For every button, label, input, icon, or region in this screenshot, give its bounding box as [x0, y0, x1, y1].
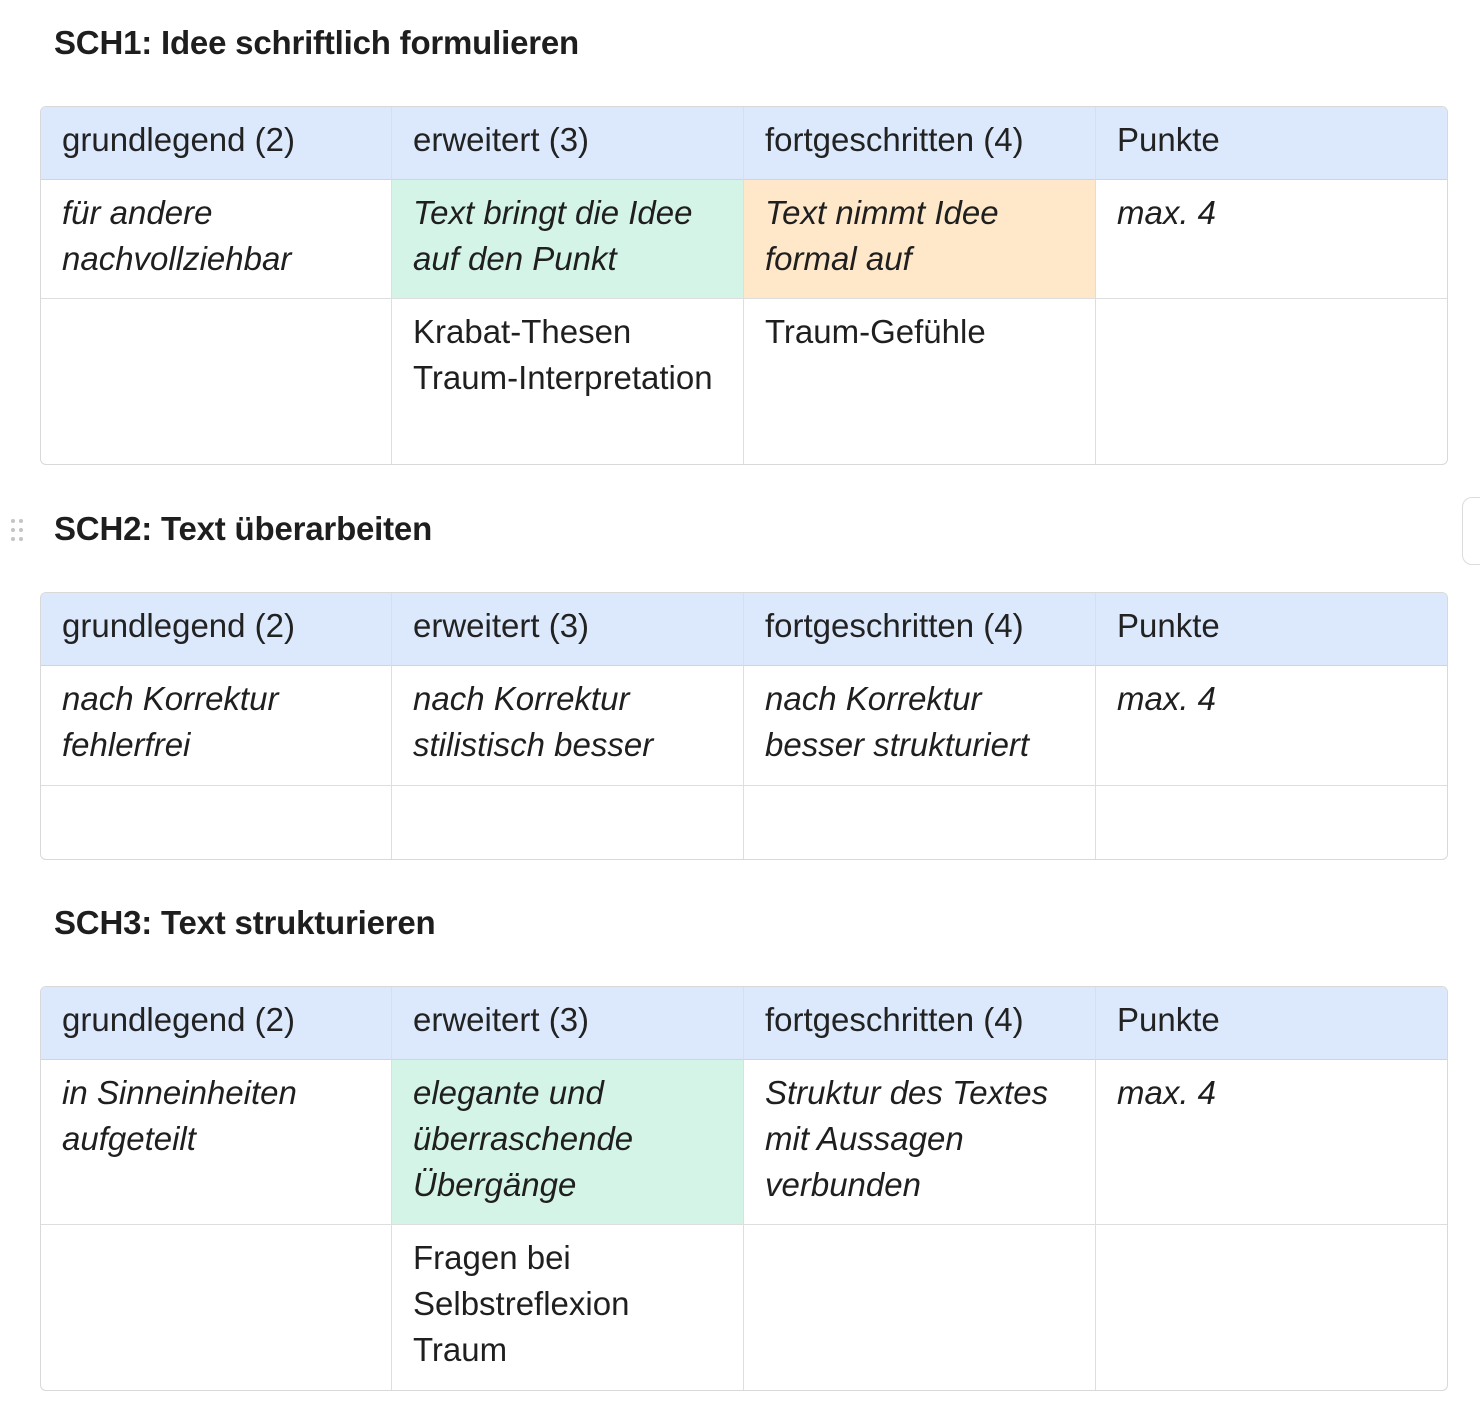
section-sch3	[40, 903, 1448, 1368]
rubric-table	[40, 592, 1448, 860]
table-row	[41, 666, 1447, 786]
criterion-extended[interactable]: nach Korrektur stilistisch besser	[392, 666, 744, 786]
note-points[interactable]	[1096, 1225, 1447, 1390]
side-panel-tab[interactable]	[1462, 497, 1480, 565]
note-basic[interactable]	[41, 1225, 392, 1390]
criterion-points[interactable]: max. 4	[1096, 1060, 1447, 1225]
criterion-extended[interactable]: elegante und überraschende Übergänge	[392, 1060, 744, 1225]
criterion-points[interactable]: max. 4	[1096, 180, 1447, 299]
header-extended[interactable]: erweitert (3)	[392, 107, 744, 180]
drag-handle-icon[interactable]	[9, 519, 25, 547]
table-header-row	[41, 987, 1447, 1060]
table-row	[41, 1060, 1447, 1225]
criterion-extended[interactable]: Text bringt die Idee auf den Punkt	[392, 180, 744, 299]
note-advanced[interactable]	[744, 786, 1096, 859]
note-extended[interactable]: Krabat-Thesen Traum-Interpretation	[392, 299, 744, 464]
header-basic[interactable]: grundlegend (2)	[41, 593, 392, 666]
header-points[interactable]: Punkte	[1096, 107, 1447, 180]
note-points[interactable]	[1096, 786, 1447, 859]
section-title: SCH3: Text strukturieren	[54, 904, 436, 941]
rubric-table	[40, 106, 1448, 465]
header-advanced[interactable]: fortgeschritten (4)	[744, 987, 1096, 1060]
criterion-basic[interactable]: für andere nachvollziehbar	[41, 180, 392, 299]
note-basic[interactable]	[41, 299, 392, 464]
note-extended[interactable]: Fragen bei Selbstreflexion Traum	[392, 1225, 744, 1390]
section-sch2	[40, 509, 1448, 763]
table-row	[41, 786, 1447, 859]
header-extended[interactable]: erweitert (3)	[392, 593, 744, 666]
note-advanced[interactable]: Traum-Gefühle	[744, 299, 1096, 464]
note-basic[interactable]	[41, 786, 392, 859]
note-extended[interactable]	[392, 786, 744, 859]
section-sch1	[40, 23, 1448, 396]
criterion-advanced[interactable]: nach Korrektur besser strukturiert	[744, 666, 1096, 786]
header-advanced[interactable]: fortgeschritten (4)	[744, 107, 1096, 180]
criterion-advanced[interactable]: Struktur des Textes mit Aussagen verbunden	[744, 1060, 1096, 1225]
header-points[interactable]: Punkte	[1096, 987, 1447, 1060]
table-header-row	[41, 593, 1447, 666]
rubric-table	[40, 986, 1448, 1391]
note-advanced[interactable]	[744, 1225, 1096, 1390]
criterion-basic[interactable]: in Sinneinheiten aufgeteilt	[41, 1060, 392, 1225]
section-title: SCH1: Idee schriftlich formulieren	[54, 24, 579, 61]
header-basic[interactable]: grundlegend (2)	[41, 107, 392, 180]
table-row	[41, 180, 1447, 299]
criterion-points[interactable]: max. 4	[1096, 666, 1447, 786]
table-row	[41, 1225, 1447, 1390]
table-header-row	[41, 107, 1447, 180]
header-advanced[interactable]: fortgeschritten (4)	[744, 593, 1096, 666]
header-basic[interactable]: grundlegend (2)	[41, 987, 392, 1060]
section-title: SCH2: Text überarbeiten	[54, 510, 433, 547]
note-points[interactable]	[1096, 299, 1447, 464]
criterion-basic[interactable]: nach Korrektur fehlerfrei	[41, 666, 392, 786]
header-points[interactable]: Punkte	[1096, 593, 1447, 666]
header-extended[interactable]: erweitert (3)	[392, 987, 744, 1060]
table-row	[41, 299, 1447, 464]
criterion-advanced[interactable]: Text nimmt Idee formal auf	[744, 180, 1096, 299]
